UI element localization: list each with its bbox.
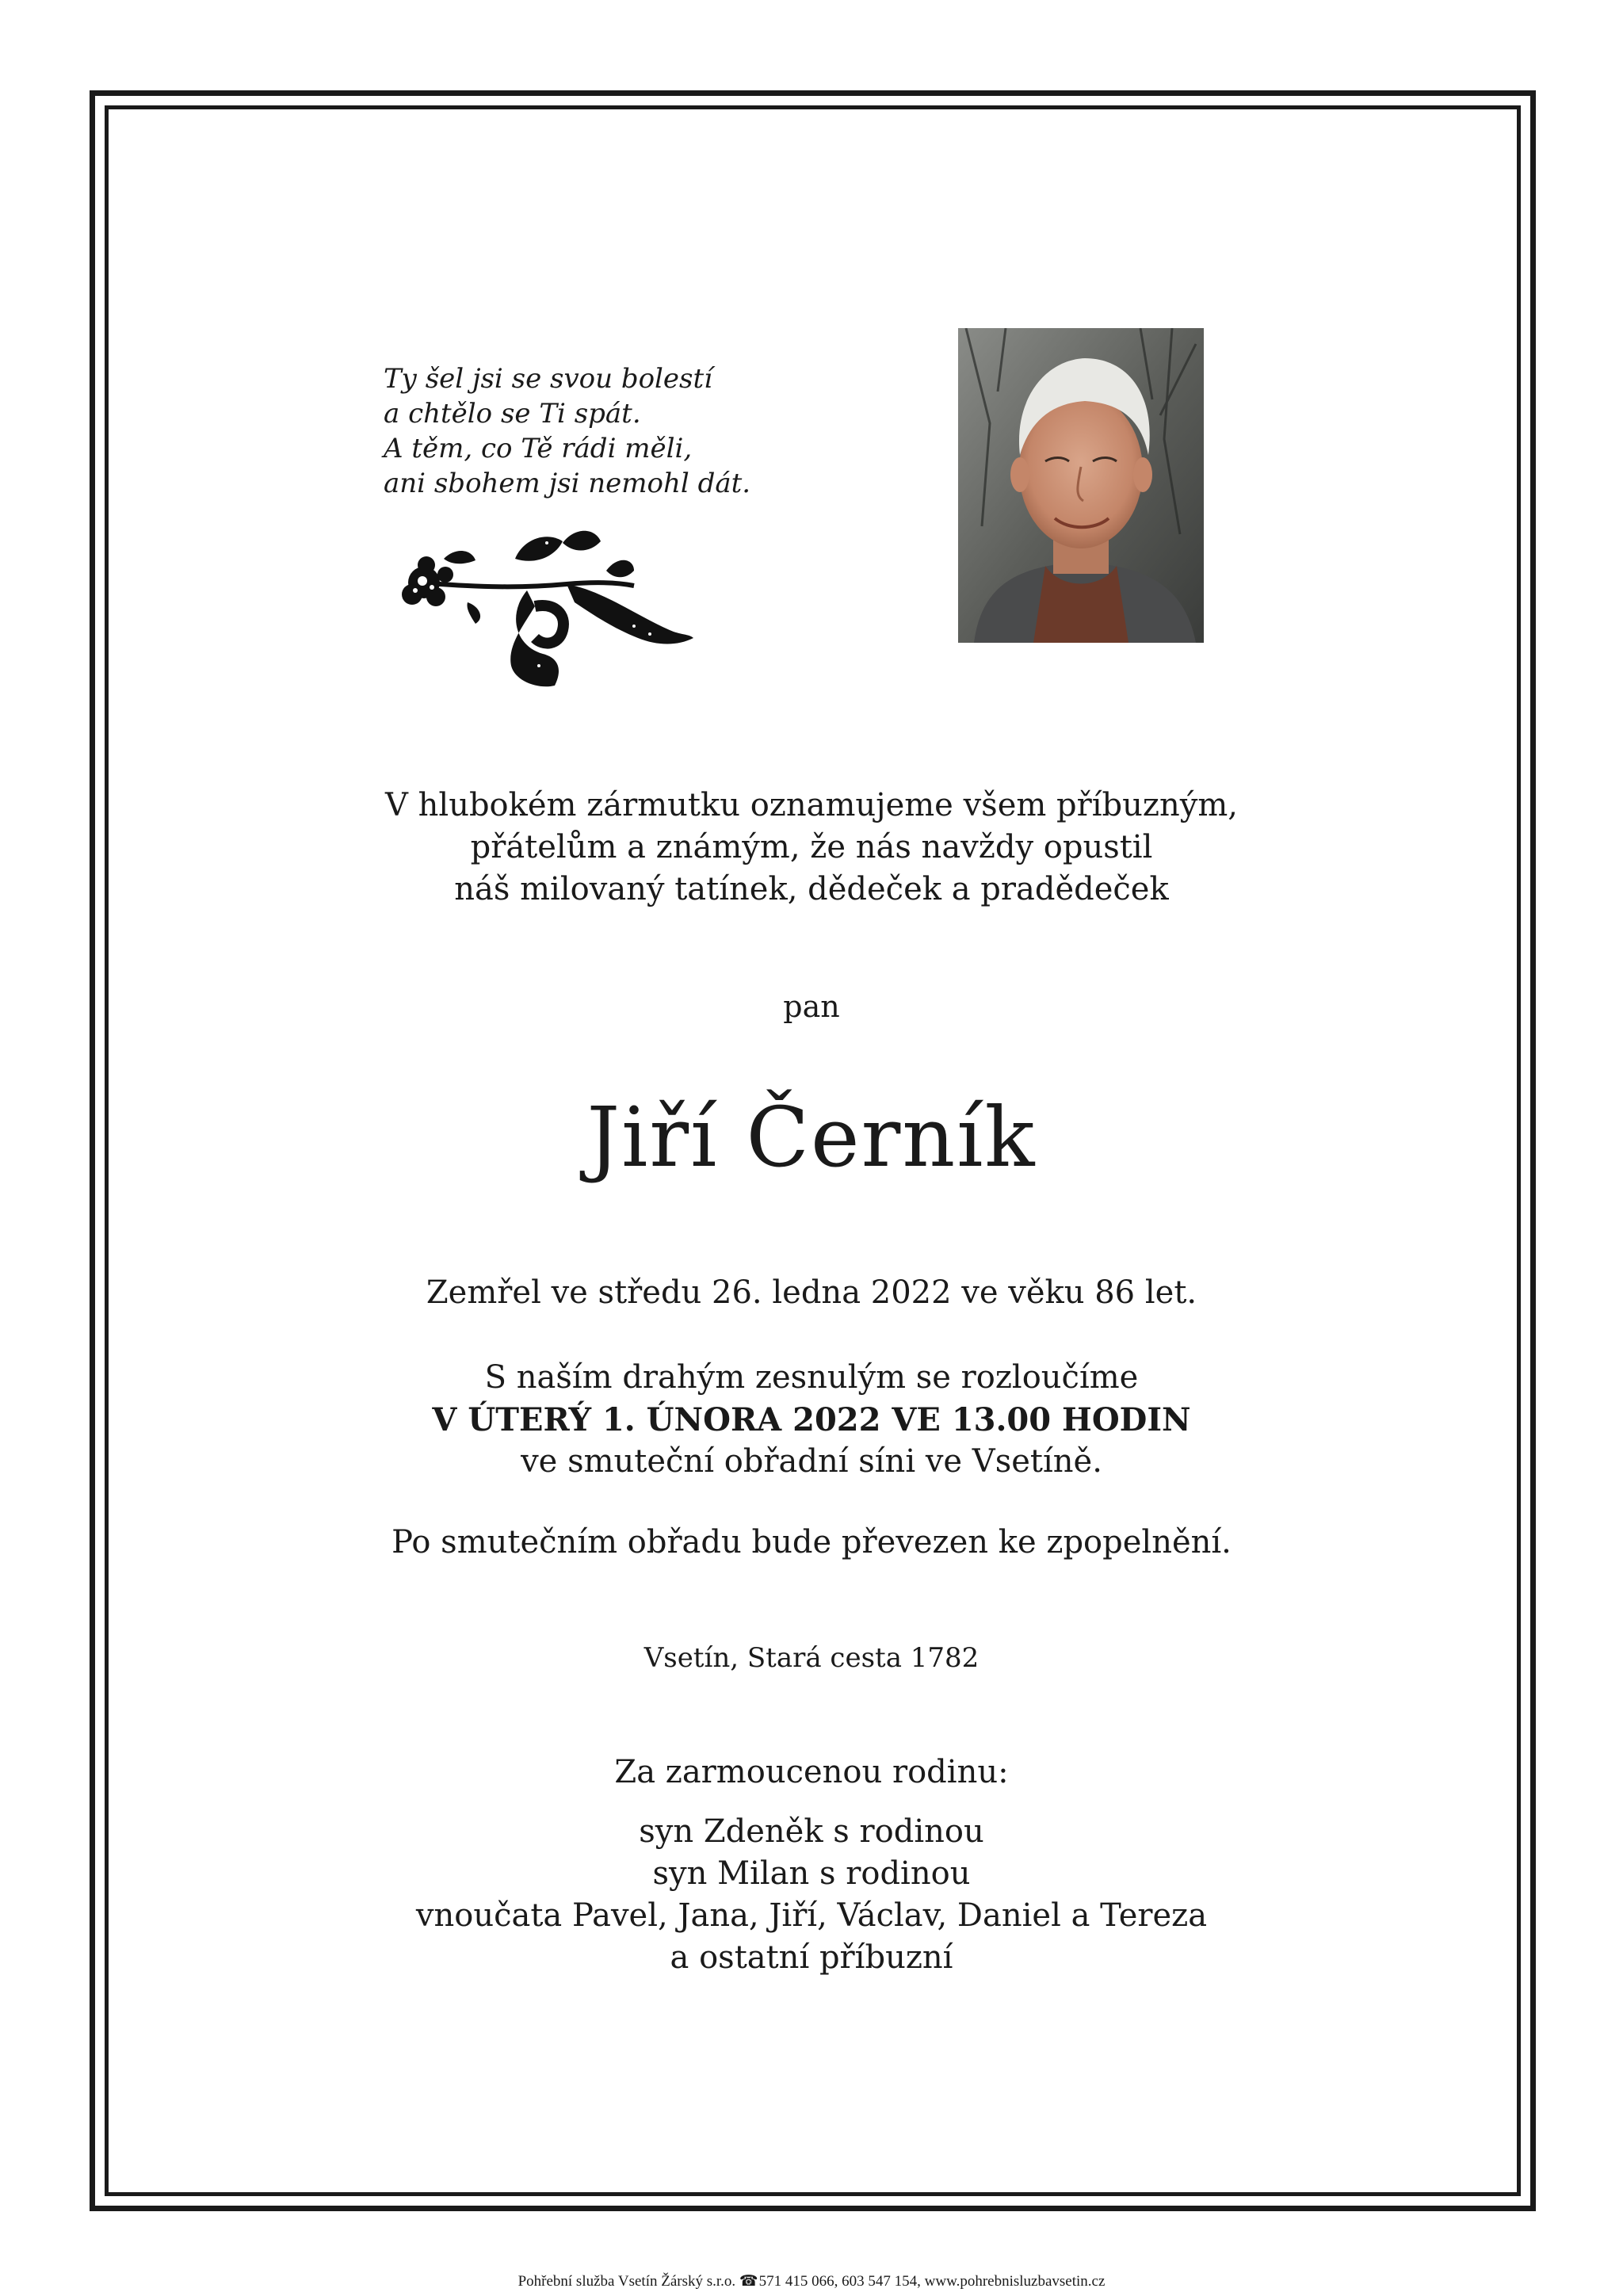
family-member: syn Milan s rodinou: [652, 1855, 971, 1892]
rose-branch-with-ribbon-icon: [396, 527, 693, 693]
death-notice: Zemřel ve středu 26. ledna 2022 ve věku 86 let.: [426, 1274, 1197, 1311]
honorific: pan: [783, 989, 840, 1024]
farewell-intro: S naším drahým zesnulým se rozloučíme: [484, 1359, 1139, 1396]
poem-line: A těm, co Tě rádi měli,: [384, 433, 693, 464]
footer-phones: 571 415 066, 603 547 154,: [758, 2273, 921, 2290]
family-heading: Za zarmoucenou rodinu:: [614, 1754, 1009, 1790]
poem-line: Ty šel jsi se svou bolestí: [384, 363, 713, 395]
funeral-date-time: V ÚTERÝ 1. ÚNORA 2022 VE 13.00 HODIN: [432, 1401, 1191, 1438]
memorial-poem: [384, 361, 796, 501]
death-announcement: [0, 785, 1623, 911]
family-member: a ostatní příbuzní: [670, 1939, 953, 1976]
portrait-photo-icon: [958, 328, 1204, 643]
telephone-icon: ☎: [739, 2273, 758, 2290]
footer-website: www.pohrebnisluzbavsetin.cz: [924, 2273, 1106, 2290]
funeral-details: [0, 1357, 1623, 1483]
poem-line: ani sbohem jsi nemohl dát.: [384, 468, 751, 499]
announcement-line: přátelům a známým, že nás navždy opustil: [470, 829, 1153, 865]
deceased-name: Jiří Černík: [586, 1089, 1037, 1186]
family-member: vnoučata Pavel, Jana, Jiří, Václav, Daniel a Tereza: [415, 1897, 1208, 1934]
poem-line: a chtělo se Ti spát.: [384, 398, 641, 430]
funeral-service-footer: [0, 2272, 1623, 2291]
footer-company: Pohřební služba Vsetín Žárský s.r.o.: [517, 2273, 736, 2290]
announcement-line: V hlubokém zármutku oznamujeme všem příbuzným,: [385, 787, 1238, 823]
funeral-venue: ve smuteční obřadní síni ve Vsetíně.: [521, 1443, 1102, 1480]
cremation-notice: Po smutečním obřadu bude převezen ke zpopelnění.: [391, 1524, 1232, 1561]
announcement-line: náš milovaný tatínek, dědeček a pradědeček: [454, 871, 1169, 907]
family-address: Vsetín, Stará cesta 1782: [643, 1642, 980, 1674]
family-member: syn Zdeněk s rodinou: [639, 1813, 984, 1850]
family-signature: [0, 1752, 1623, 1979]
